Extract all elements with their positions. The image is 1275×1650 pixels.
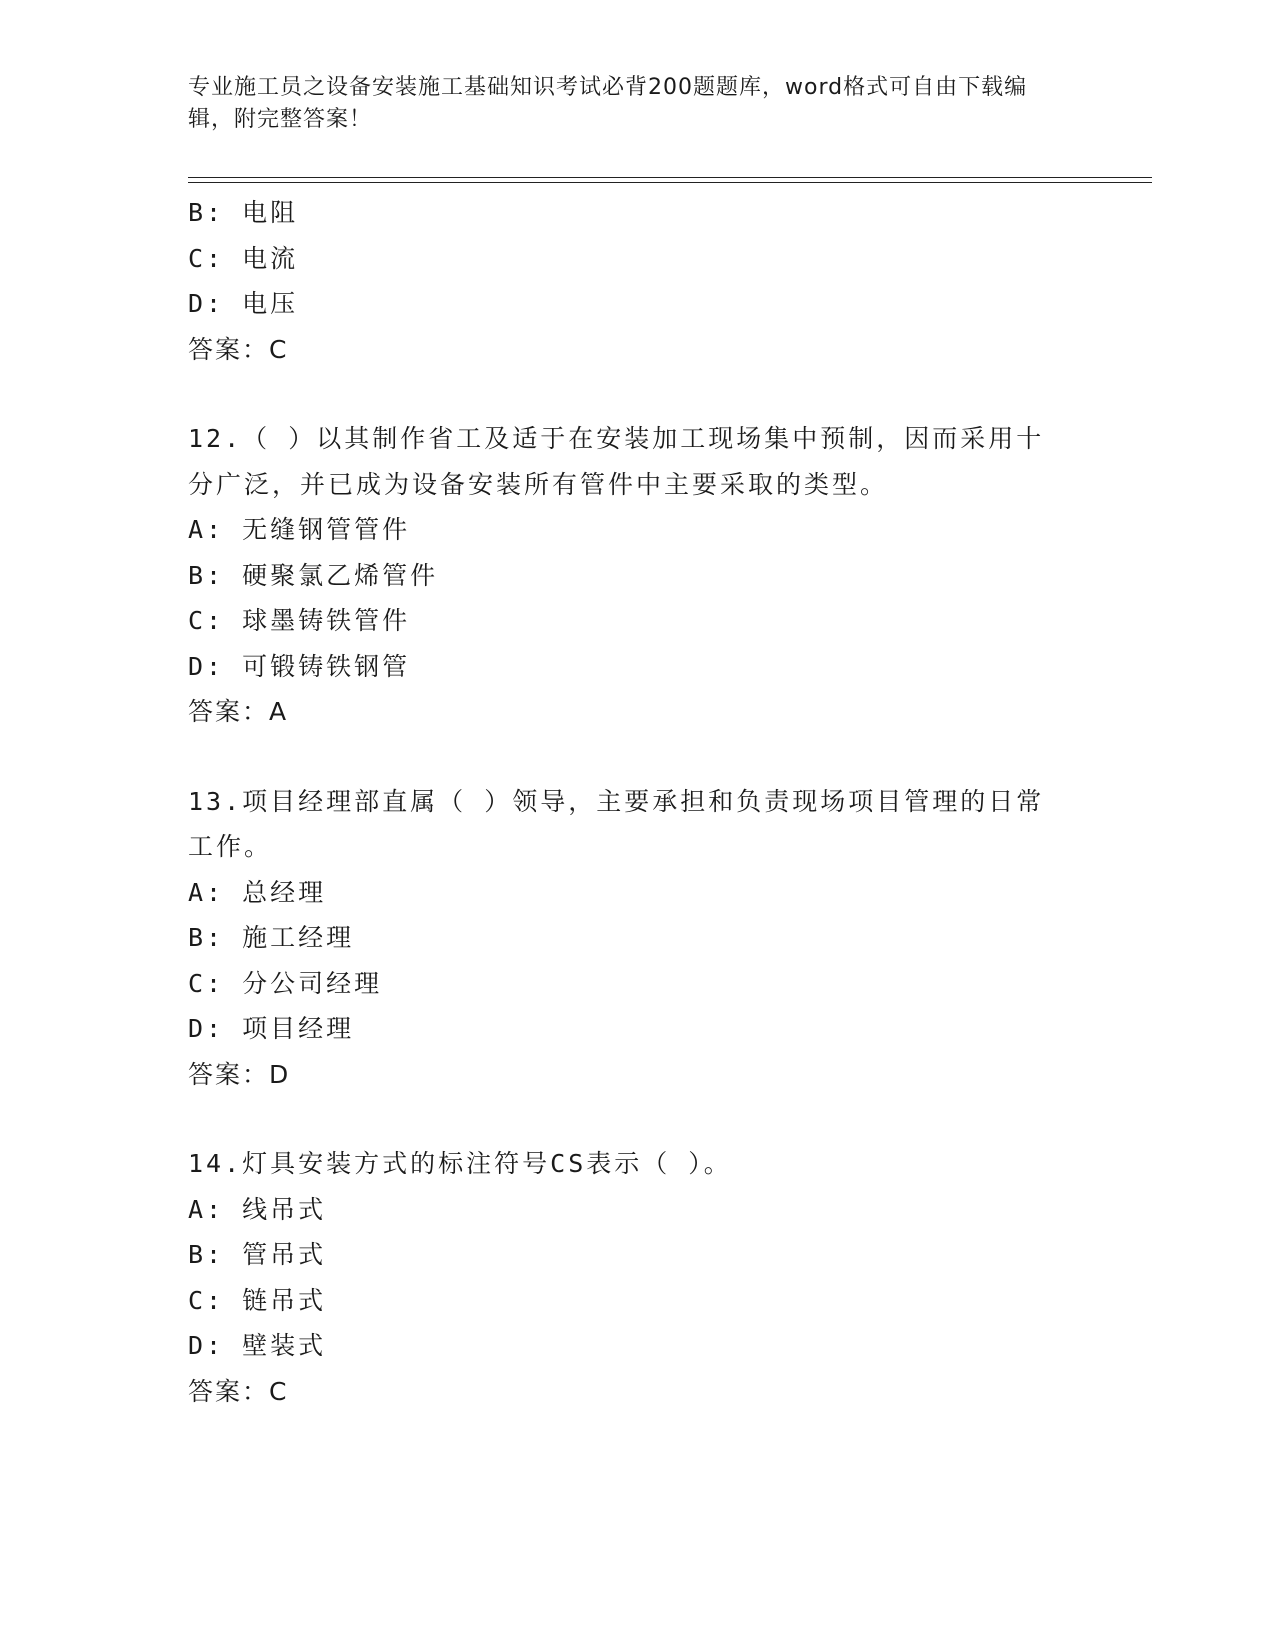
question-13 <box>188 779 1088 1098</box>
answer-line: 答案：D <box>188 1059 291 1089</box>
option-c: C: 电流 <box>188 243 299 273</box>
question-stem: 14.灯具安装方式的标注符号CS表示（ ）。 <box>188 1149 732 1178</box>
question-stem: 12.（ ）以其制作省工及适于在安装加工现场集中预制，因而采用十分广泛，并已成为设备安装所有管件中主要采取的类型。 <box>188 424 1045 499</box>
answer-line: 答案：A <box>188 697 289 726</box>
header-divider-top <box>188 177 1152 178</box>
option-b: B: 管吊式 <box>188 1240 327 1269</box>
option-a: A: 线吊式 <box>188 1194 327 1224</box>
option-a: A: 总经理 <box>188 877 327 907</box>
option-d: D: 项目经理 <box>188 1014 355 1043</box>
question-stem: 13.项目经理部直属（ ）领导，主要承担和负责现场项目管理的日常工作。 <box>188 786 1045 861</box>
option-d: D: 壁装式 <box>188 1331 327 1360</box>
option-d: D: 可锻铸铁钢管 <box>188 651 411 681</box>
question-14 <box>188 1141 1088 1414</box>
question-11-continued <box>188 190 1088 372</box>
question-12 <box>188 416 1088 735</box>
option-d: D: 电压 <box>188 289 299 318</box>
option-c: C: 球墨铸铁管件 <box>188 606 411 635</box>
question-list <box>188 190 1088 1414</box>
answer-line: 答案：C <box>188 1376 289 1406</box>
answer-line: 答案：C <box>188 334 289 364</box>
header-divider-bottom <box>188 182 1152 183</box>
option-c: C: 链吊式 <box>188 1285 327 1315</box>
option-c: C: 分公司经理 <box>188 968 383 998</box>
option-b: B: 电阻 <box>188 198 299 227</box>
option-a: A: 无缝钢管管件 <box>188 515 411 544</box>
option-b: B: 硬聚氯乙烯管件 <box>188 560 439 590</box>
document-header: 专业施工员之设备安装施工基础知识考试必背200题题库，word格式可自由下载编辑，附完整答案！ <box>188 75 1028 132</box>
option-b: B: 施工经理 <box>188 923 355 952</box>
